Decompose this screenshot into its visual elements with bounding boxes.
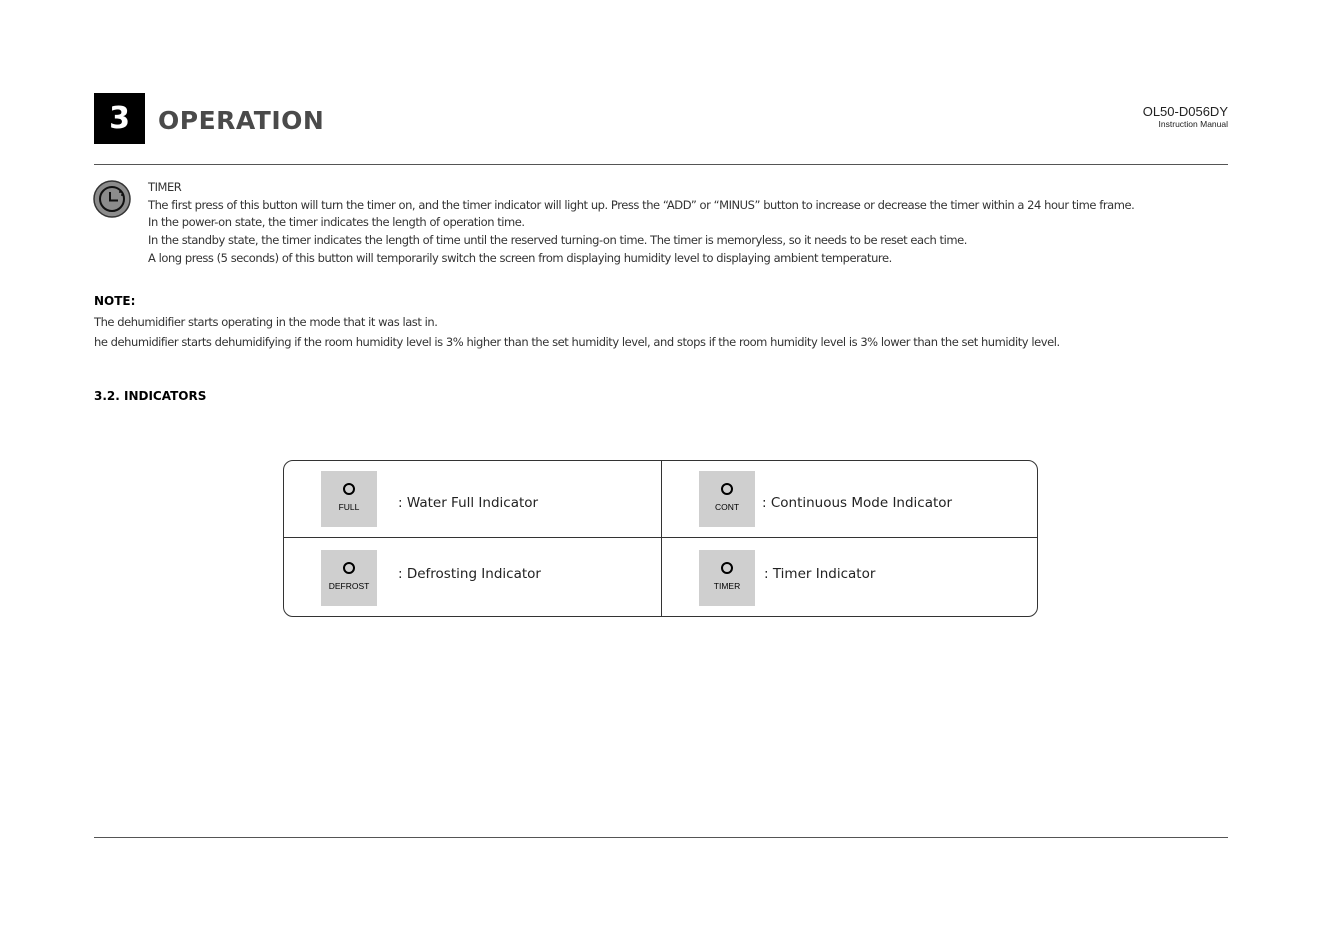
defrost-indicator-label: : Defrosting Indicator bbox=[398, 566, 541, 582]
timer-line-1: The first press of this button will turn the timer on, and the timer indicator will light up. Press the “ADD” or “MINUS” button to increase or decrease the timer within a 24 hour time frame. bbox=[148, 198, 1135, 212]
indicator-code: DEFROST bbox=[328, 581, 370, 591]
timer-line-3: In the standby state, the timer indicates the length of time until the reserved turning-on time. The timer is memoryless, so it needs to be reset each time. bbox=[148, 233, 967, 247]
note-label: NOTE: bbox=[94, 294, 136, 308]
defrost-indicator-icon bbox=[321, 550, 377, 606]
indicator-code: TIMER bbox=[713, 581, 741, 591]
timer-line-2: In the power-on state, the timer indicates the length of operation time. bbox=[148, 215, 525, 229]
cont-indicator-label: : Continuous Mode Indicator bbox=[762, 495, 953, 511]
note-line-2: he dehumidifier starts dehumidifying if the room humidity level is 3% higher than the set humidity level, and stops if the room humidity level is 3% lower than the set humidity level. bbox=[94, 335, 1060, 349]
timer-line-4: A long press (5 seconds) of this button will temporarily switch the screen from displaying humidity level to displaying ambient temperature. bbox=[148, 251, 892, 265]
table-divider-vertical bbox=[661, 461, 662, 616]
indicator-code: CONT bbox=[714, 502, 740, 512]
indicators-heading: 3.2. INDICATORS bbox=[94, 389, 207, 403]
led-icon bbox=[343, 562, 355, 574]
timer-indicator-icon bbox=[699, 550, 755, 606]
footer-divider bbox=[94, 837, 1228, 838]
model-number: OL50-D056DY bbox=[1142, 104, 1228, 119]
timer-indicator-label: : Timer Indicator bbox=[764, 566, 876, 582]
led-icon bbox=[343, 483, 355, 495]
led-icon bbox=[721, 483, 733, 495]
full-indicator-label: : Water Full Indicator bbox=[398, 495, 539, 511]
timer-title: TIMER bbox=[148, 180, 182, 194]
led-icon bbox=[721, 562, 733, 574]
full-indicator-icon bbox=[321, 471, 377, 527]
indicator-code: FULL bbox=[338, 502, 360, 512]
table-divider-horizontal bbox=[284, 537, 1037, 538]
section-number-badge: 3 bbox=[94, 93, 145, 144]
timer-clock-icon bbox=[93, 180, 131, 218]
note-line-1: The dehumidifier starts operating in the mode that it was last in. bbox=[94, 315, 438, 329]
indicators-table bbox=[283, 460, 1038, 617]
section-title: OPERATION bbox=[158, 106, 325, 135]
header-divider bbox=[94, 164, 1228, 165]
document-type: Instruction Manual bbox=[1158, 119, 1228, 129]
cont-indicator-icon bbox=[699, 471, 755, 527]
